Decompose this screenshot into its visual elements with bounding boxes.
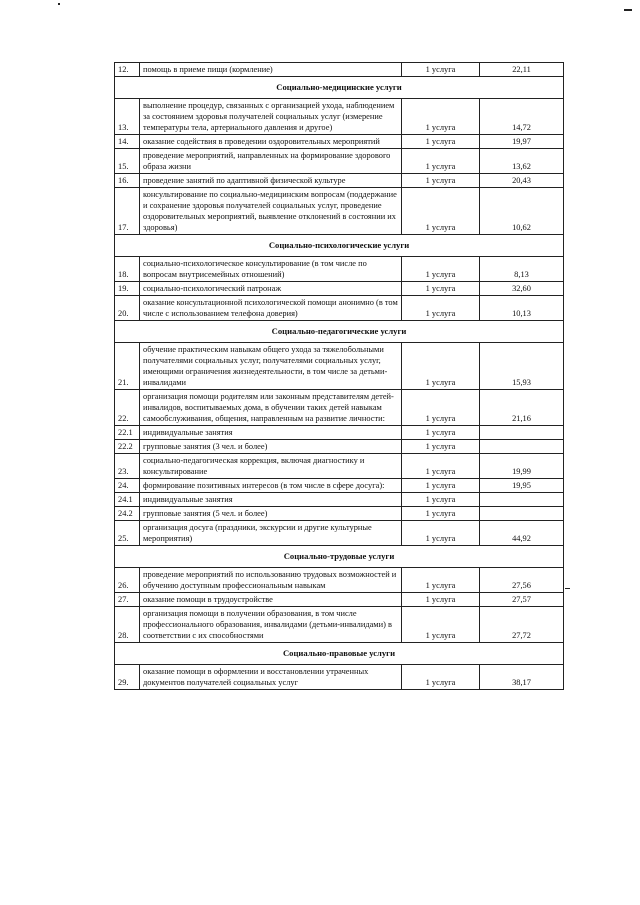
- service-unit: 1 услуга: [402, 454, 480, 479]
- section-header-row: [115, 546, 564, 568]
- service-unit: 1 услуга: [402, 188, 480, 235]
- service-price: [480, 426, 564, 440]
- service-name: обучение практическим навыкам общего ухода за тяжелобольными получателями социальных услуг, получателями социальных услуг, имеющими ограничения жизнедеятельности, в том числе за детьми-инвалидами: [140, 343, 402, 390]
- service-name: оказание помощи в оформлении и восстановлении утраченных документов получателей социальных услуг: [140, 665, 402, 690]
- service-row: [115, 149, 564, 174]
- service-unit: 1 услуга: [402, 493, 480, 507]
- row-number: 28.: [115, 607, 140, 643]
- service-row: [115, 296, 564, 321]
- service-row: [115, 665, 564, 690]
- service-row: [115, 135, 564, 149]
- row-number: 12.: [115, 63, 140, 77]
- service-name: групповые занятия (5 чел. и более): [140, 507, 402, 521]
- service-name: организация помощи родителям или законным представителям детей-инвалидов, воспитываемых дома, в обучении таких детей навыкам самообслуживания, общения, направленным на развитие личности:: [140, 390, 402, 426]
- service-unit: 1 услуга: [402, 521, 480, 546]
- service-name: проведение мероприятий, направленных на формирование здорового образа жизни: [140, 149, 402, 174]
- service-name: организация досуга (праздники, экскурсии и другие культурные мероприятия): [140, 521, 402, 546]
- service-name: индивидуальные занятия: [140, 426, 402, 440]
- service-row: [115, 426, 564, 440]
- row-number: 22.: [115, 390, 140, 426]
- service-name: выполнение процедур, связанных с организацией ухода, наблюдением за состоянием здоровья получателей социальных услуг (измерение температуры тела, артериального давления и другое): [140, 99, 402, 135]
- service-row: [115, 607, 564, 643]
- service-name: социально-психологическое консультирование (в том числе по вопросам внутрисемейных отношений): [140, 257, 402, 282]
- service-price: 19,97: [480, 135, 564, 149]
- row-number: 15.: [115, 149, 140, 174]
- section-title: Социально-трудовые услуги: [115, 546, 564, 568]
- service-price: 32,60: [480, 282, 564, 296]
- service-price: 8,13: [480, 257, 564, 282]
- row-number: 22.2: [115, 440, 140, 454]
- row-number: 26.: [115, 568, 140, 593]
- service-price: [480, 493, 564, 507]
- row-number: 13.: [115, 99, 140, 135]
- service-name: оказание содействия в проведении оздоровительных мероприятий: [140, 135, 402, 149]
- service-row: [115, 174, 564, 188]
- service-row: [115, 593, 564, 607]
- service-name: социально-педагогическая коррекция, включая диагностику и консультирование: [140, 454, 402, 479]
- service-price: 10,13: [480, 296, 564, 321]
- row-number: 29.: [115, 665, 140, 690]
- service-row: [115, 99, 564, 135]
- row-number: 18.: [115, 257, 140, 282]
- service-unit: 1 услуга: [402, 135, 480, 149]
- scan-margin-mark: [565, 588, 570, 589]
- service-unit: 1 услуга: [402, 665, 480, 690]
- service-unit: 1 услуга: [402, 507, 480, 521]
- section-title: Социально-медицинские услуги: [115, 77, 564, 99]
- service-price: 21,16: [480, 390, 564, 426]
- service-unit: 1 услуга: [402, 149, 480, 174]
- service-unit: 1 услуга: [402, 593, 480, 607]
- service-price: 27,57: [480, 593, 564, 607]
- service-row: [115, 568, 564, 593]
- service-unit: 1 услуга: [402, 343, 480, 390]
- row-number: 14.: [115, 135, 140, 149]
- service-unit: 1 услуга: [402, 479, 480, 493]
- row-number: 25.: [115, 521, 140, 546]
- row-number: 23.: [115, 454, 140, 479]
- service-row: [115, 390, 564, 426]
- section-header-row: [115, 77, 564, 99]
- service-name: организация помощи в получении образования, в том числе профессионального образования, инвалидами (детьми-инвалидами) в соответствии с их способностями: [140, 607, 402, 643]
- service-unit: 1 услуга: [402, 607, 480, 643]
- service-row: [115, 188, 564, 235]
- service-price: 27,72: [480, 607, 564, 643]
- services-price-table: [114, 62, 564, 690]
- service-price: 38,17: [480, 665, 564, 690]
- section-header-row: [115, 321, 564, 343]
- service-name: проведение занятий по адаптивной физической культуре: [140, 174, 402, 188]
- row-number: 24.: [115, 479, 140, 493]
- service-row: [115, 282, 564, 296]
- row-number: 19.: [115, 282, 140, 296]
- section-title: Социально-педагогические услуги: [115, 321, 564, 343]
- service-name: оказание помощи в трудоустройстве: [140, 593, 402, 607]
- row-number: 22.1: [115, 426, 140, 440]
- service-row: [115, 343, 564, 390]
- service-price: 14,72: [480, 99, 564, 135]
- service-name: проведение мероприятий по использованию трудовых возможностей и обучению доступным профессиональным навыкам: [140, 568, 402, 593]
- section-header-row: [115, 235, 564, 257]
- service-row: [115, 454, 564, 479]
- service-name: оказание консультационной психологической помощи анонимно (в том числе с использованием телефона доверия): [140, 296, 402, 321]
- service-price: 13,62: [480, 149, 564, 174]
- service-row: [115, 257, 564, 282]
- service-unit: 1 услуга: [402, 63, 480, 77]
- service-name: формирование позитивных интересов (в том числе в сфере досуга):: [140, 479, 402, 493]
- service-price: 27,56: [480, 568, 564, 593]
- section-title: Социально-психологические услуги: [115, 235, 564, 257]
- service-price: 20,43: [480, 174, 564, 188]
- service-price: 10,62: [480, 188, 564, 235]
- service-unit: 1 услуга: [402, 440, 480, 454]
- service-row: [115, 63, 564, 77]
- row-number: 24.1: [115, 493, 140, 507]
- service-row: [115, 521, 564, 546]
- service-row: [115, 493, 564, 507]
- row-number: 16.: [115, 174, 140, 188]
- service-name: помощь в приеме пищи (кормление): [140, 63, 402, 77]
- service-price: 44,92: [480, 521, 564, 546]
- service-unit: 1 услуга: [402, 390, 480, 426]
- service-price: 22,11: [480, 63, 564, 77]
- row-number: 27.: [115, 593, 140, 607]
- service-row: [115, 507, 564, 521]
- row-number: 24.2: [115, 507, 140, 521]
- service-name: групповые занятия (3 чел. и более): [140, 440, 402, 454]
- service-unit: 1 услуга: [402, 257, 480, 282]
- service-price: [480, 440, 564, 454]
- service-unit: 1 услуга: [402, 296, 480, 321]
- service-unit: 1 услуга: [402, 426, 480, 440]
- service-row: [115, 479, 564, 493]
- service-unit: 1 услуга: [402, 99, 480, 135]
- scan-margin-mark: [624, 9, 632, 11]
- service-row: [115, 440, 564, 454]
- scan-speck: [58, 3, 60, 5]
- row-number: 21.: [115, 343, 140, 390]
- service-unit: 1 услуга: [402, 282, 480, 296]
- service-name: консультирование по социально-медицинским вопросам (поддержание и сохранение здоровья получателей социальных услуг, проведение оздоровительных мероприятий, выявление отклонений в состоянии их здоровья): [140, 188, 402, 235]
- section-header-row: [115, 643, 564, 665]
- row-number: 17.: [115, 188, 140, 235]
- service-name: индивидуальные занятия: [140, 493, 402, 507]
- service-price: [480, 507, 564, 521]
- section-title: Социально-правовые услуги: [115, 643, 564, 665]
- services-table-body: [115, 63, 564, 690]
- service-unit: 1 услуга: [402, 568, 480, 593]
- service-price: 15,93: [480, 343, 564, 390]
- service-name: социально-психологический патронаж: [140, 282, 402, 296]
- service-price: 19,99: [480, 454, 564, 479]
- service-price: 19,95: [480, 479, 564, 493]
- row-number: 20.: [115, 296, 140, 321]
- service-unit: 1 услуга: [402, 174, 480, 188]
